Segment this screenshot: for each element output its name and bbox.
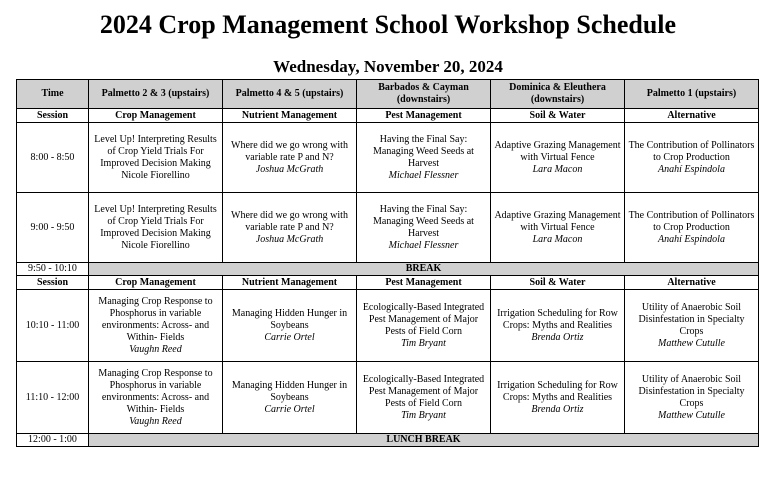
header-room: Palmetto 4 & 5 (upstairs) <box>223 80 357 109</box>
talk-speaker: Lara Macon <box>532 233 583 245</box>
session-row <box>17 276 759 290</box>
session-label: Session <box>17 109 89 123</box>
header-time: Time <box>17 80 89 109</box>
track-label: Pest Management <box>357 109 491 123</box>
talk-title: Having the Final Say: Managing Weed Seeds at Harvest <box>373 203 474 239</box>
schedule-table <box>16 79 759 447</box>
slot-time: 8:00 - 8:50 <box>17 123 89 193</box>
talk-cell <box>223 123 357 193</box>
header-room: Barbados & Cayman (downstairs) <box>357 80 491 109</box>
talk-speaker: Lara Macon <box>532 163 583 175</box>
talk-cell <box>89 123 223 193</box>
talk-cell <box>89 362 223 434</box>
talk-title: Ecologically-Based Integrated Pest Management of Major Pests of Field Corn <box>362 373 485 409</box>
talk-speaker: Carrie Ortel <box>264 403 315 415</box>
break-time: 9:50 - 10:10 <box>17 263 89 276</box>
talk-cell <box>357 193 491 263</box>
talk-cell <box>625 123 759 193</box>
header-room: Palmetto 2 & 3 (upstairs) <box>89 80 223 109</box>
track-label: Soil & Water <box>491 276 625 290</box>
time-slot-row <box>17 290 759 362</box>
talk-cell <box>223 290 357 362</box>
talk-title: Utility of Anaerobic Soil Disinfestation in Specialty Crops <box>638 301 745 337</box>
break-label: BREAK <box>89 263 759 276</box>
track-label: Crop Management <box>89 276 223 290</box>
lunch-label: LUNCH BREAK <box>89 434 759 447</box>
talk-cell <box>357 362 491 434</box>
session-label: Session <box>17 276 89 290</box>
track-label: Alternative <box>625 109 759 123</box>
talk-cell <box>491 290 625 362</box>
talk-speaker: Joshua McGrath <box>255 233 324 245</box>
talk-cell <box>625 290 759 362</box>
track-label: Pest Management <box>357 276 491 290</box>
talk-speaker: Brenda Ortiz <box>531 403 584 415</box>
talk-cell <box>491 193 625 263</box>
talk-title: Irrigation Scheduling for Row Crops: Myths and Realities <box>497 379 618 403</box>
track-label: Crop Management <box>89 109 223 123</box>
talk-title: Managing Hidden Hunger in Soybeans <box>231 379 348 403</box>
talk-cell <box>223 193 357 263</box>
talk-speaker: Carrie Ortel <box>264 331 315 343</box>
talk-title: The Contribution of Pollinators to Crop Production <box>628 209 755 233</box>
talk-speaker: Brenda Ortiz <box>531 331 584 343</box>
lunch-time: 12:00 - 1:00 <box>17 434 89 447</box>
lunch-row <box>17 434 759 447</box>
talk-title: Level Up! Interpreting Results of Crop Yield Trials For Improved Decision Making <box>94 203 217 239</box>
talk-title: Ecologically-Based Integrated Pest Management of Major Pests of Field Corn <box>362 301 485 337</box>
talk-cell <box>625 362 759 434</box>
talk-title: Managing Crop Response to Phosphorus in variable environments: Across- and Within- Fields <box>98 295 213 343</box>
talk-speaker: Michael Flessner <box>388 169 459 181</box>
talk-title: Adaptive Grazing Management with Virtual Fence <box>494 209 621 233</box>
talk-cell <box>223 362 357 434</box>
talk-cell <box>625 193 759 263</box>
track-label: Soil & Water <box>491 109 625 123</box>
time-slot-row <box>17 123 759 193</box>
talk-speaker: Matthew Cutulle <box>658 409 725 421</box>
talk-speaker: Matthew Cutulle <box>658 337 725 349</box>
header-room: Palmetto 1 (upstairs) <box>625 80 759 109</box>
talk-cell <box>491 123 625 193</box>
talk-title: The Contribution of Pollinators to Crop Production <box>628 139 755 163</box>
talk-title: Having the Final Say: Managing Weed Seeds at Harvest <box>373 133 474 169</box>
header-room: Dominica & Eleuthera (downstairs) <box>491 80 625 109</box>
talk-speaker: Joshua McGrath <box>255 163 324 175</box>
talk-speaker: Anahí Espindola <box>658 233 725 245</box>
time-slot-row <box>17 362 759 434</box>
talk-title: Adaptive Grazing Management with Virtual Fence <box>494 139 621 163</box>
talk-speaker: Nicole Fiorellino <box>121 239 190 251</box>
talk-title: Irrigation Scheduling for Row Crops: Myths and Realities <box>497 307 618 331</box>
track-label: Nutrient Management <box>223 109 357 123</box>
schedule-date: Wednesday, November 20, 2024 <box>273 57 503 76</box>
talk-speaker: Michael Flessner <box>388 239 459 251</box>
talk-speaker: Tim Bryant <box>401 409 446 421</box>
talk-cell <box>89 193 223 263</box>
session-row <box>17 109 759 123</box>
track-label: Alternative <box>625 276 759 290</box>
talk-speaker: Nicole Fiorellino <box>121 169 190 181</box>
talk-cell <box>89 290 223 362</box>
slot-time: 11:10 - 12:00 <box>17 362 89 434</box>
time-slot-row <box>17 193 759 263</box>
talk-title: Managing Hidden Hunger in Soybeans <box>231 307 348 331</box>
talk-cell <box>357 123 491 193</box>
talk-cell <box>357 290 491 362</box>
talk-speaker: Vaughn Reed <box>129 415 182 427</box>
talk-cell <box>491 362 625 434</box>
break-row <box>17 263 759 276</box>
talk-title: Managing Crop Response to Phosphorus in variable environments: Across- and Within- Fields <box>98 367 213 415</box>
talk-speaker: Tim Bryant <box>401 337 446 349</box>
header-row <box>17 80 759 109</box>
talk-speaker: Vaughn Reed <box>129 343 182 355</box>
talk-title: Where did we go wrong with variable rate P and N? <box>231 209 348 233</box>
slot-time: 10:10 - 11:00 <box>17 290 89 362</box>
talk-title: Where did we go wrong with variable rate P and N? <box>231 139 348 163</box>
page-title: 2024 Crop Management School Workshop Schedule <box>99 10 677 39</box>
talk-title: Utility of Anaerobic Soil Disinfestation in Specialty Crops <box>638 373 745 409</box>
talk-speaker: Anahí Espindola <box>658 163 725 175</box>
talk-title: Level Up! Interpreting Results of Crop Yield Trials For Improved Decision Making <box>94 133 217 169</box>
slot-time: 9:00 - 9:50 <box>17 193 89 263</box>
track-label: Nutrient Management <box>223 276 357 290</box>
